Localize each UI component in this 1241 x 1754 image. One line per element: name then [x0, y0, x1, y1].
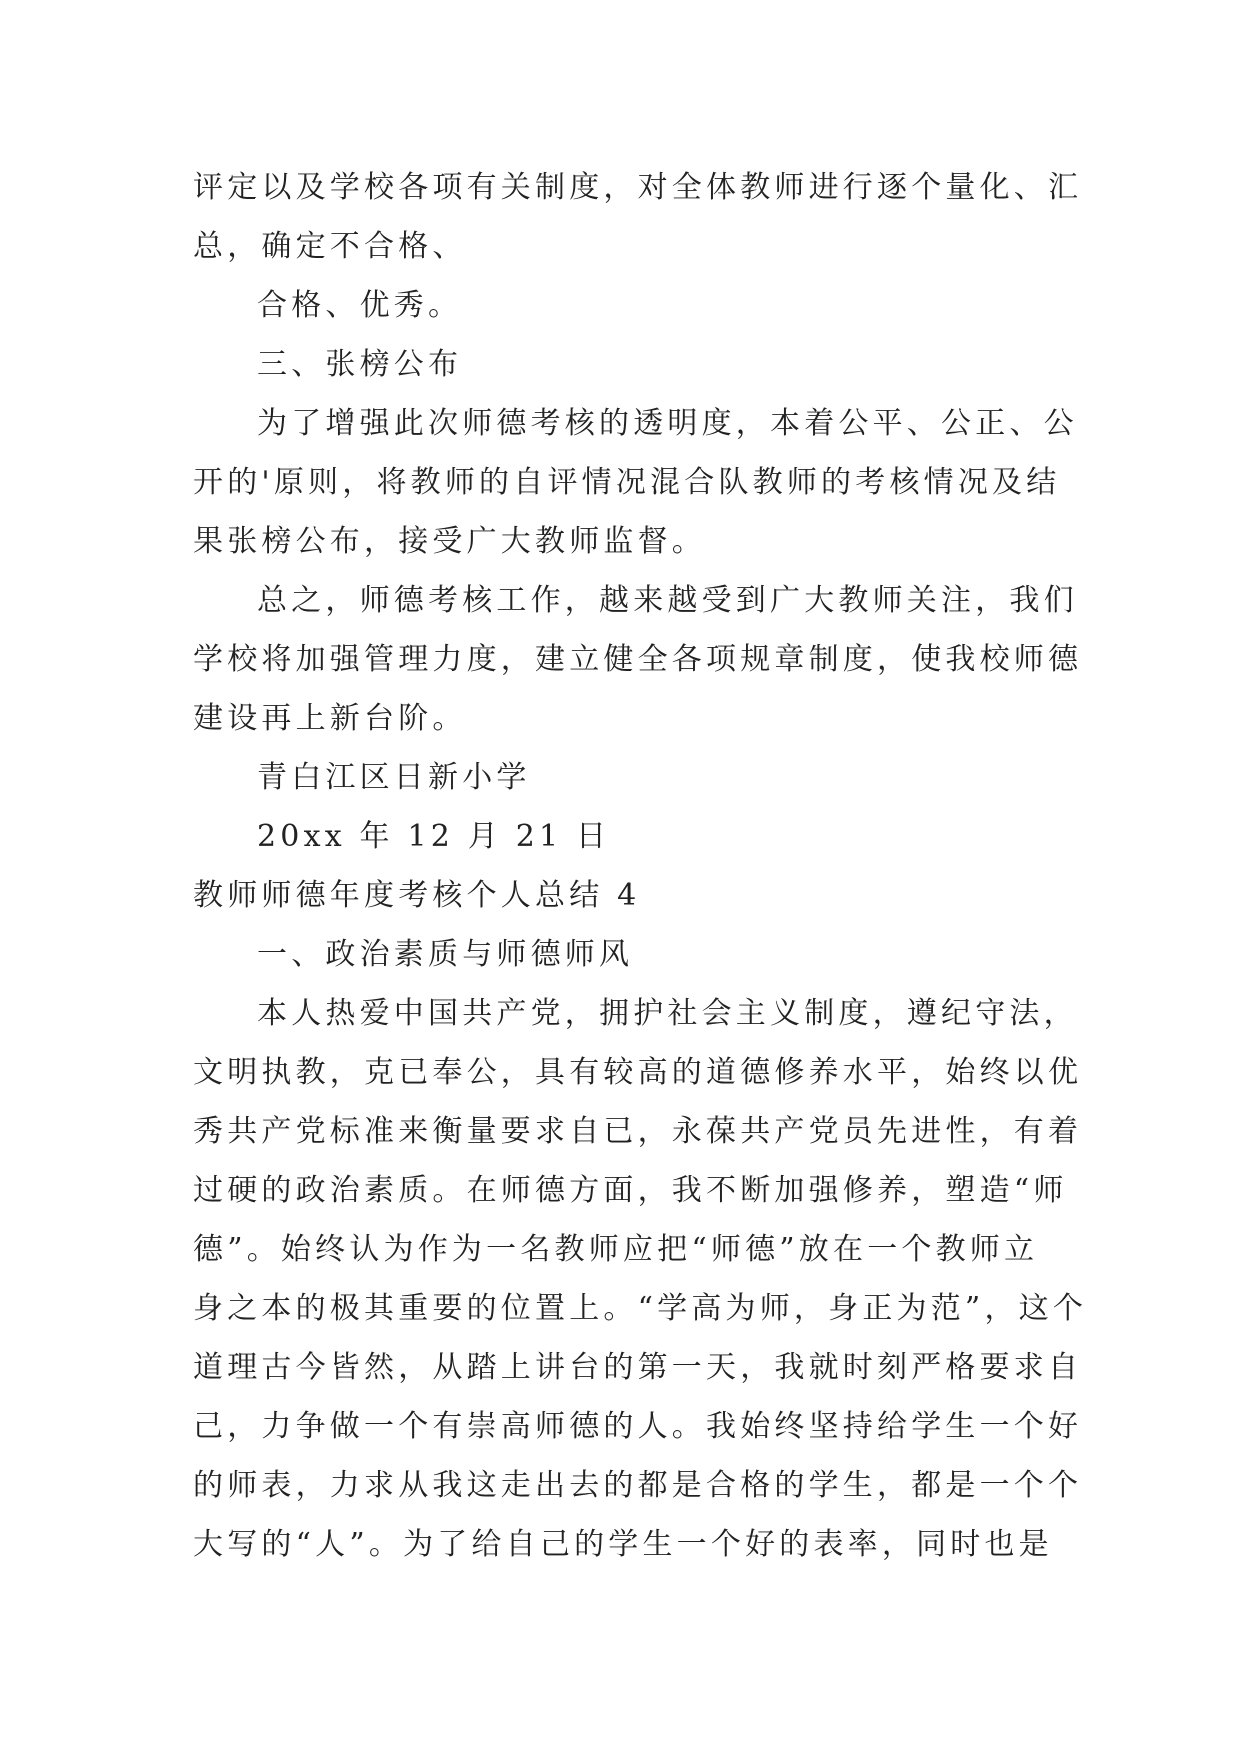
text-line: 一、政治素质与师德师风	[257, 937, 634, 972]
text-line: 开的'原则，将教师的自评情况混合队教师的考核情况及结	[193, 465, 1061, 500]
text-line: 20xx 年 12 月 21 日	[257, 819, 611, 854]
text-line: 建设再上新台阶。	[193, 701, 467, 736]
text-line: 为了增强此次师德考核的透明度，本着公平、公正、公	[257, 406, 1078, 441]
text-line: 总，确定不合格、	[193, 229, 467, 264]
text-line: 的师表，力求从我这走出去的都是合格的学生，都是一个个	[193, 1468, 1083, 1503]
text-line: 道理古今皆然，从踏上讲台的第一天，我就时刻严格要求自	[193, 1350, 1083, 1385]
text-line: 文明执教，克已奉公，具有较高的道德修养水平，始终以优	[193, 1055, 1083, 1090]
text-line: 大写的“人”。为了给自己的学生一个好的表率，同时也是	[193, 1527, 1053, 1562]
text-line: 学校将加强管理力度，建立健全各项规章制度，使我校师德	[193, 642, 1083, 677]
text-line: 三、张榜公布	[257, 347, 463, 382]
text-line: 秀共产党标准来衡量要求自已，永葆共产党员先进性，有着	[193, 1114, 1083, 1149]
document-body	[193, 158, 1088, 1574]
text-line: 合格、优秀。	[257, 288, 463, 323]
text-line: 身之本的极其重要的位置上。“学高为师，身正为范”，这个	[193, 1291, 1088, 1326]
text-line: 己，力争做一个有崇高师德的人。我始终坚持给学生一个好	[193, 1409, 1083, 1444]
text-line: 青白江区日新小学	[257, 760, 531, 795]
text-line: 总之，师德考核工作，越来越受到广大教师关注，我们	[257, 583, 1078, 618]
text-line: 过硬的政治素质。在师德方面，我不断加强修养，塑造“师	[193, 1173, 1068, 1208]
text-line: 德”。始终认为作为一名教师应把“师德”放在一个教师立	[193, 1232, 1039, 1267]
text-line: 评定以及学校各项有关制度，对全体教师进行逐个量化、汇	[193, 170, 1083, 205]
text-line: 教师师德年度考核个人总结 4	[193, 878, 641, 913]
text-line: 果张榜公布，接受广大教师监督。	[193, 524, 706, 559]
text-line: 本人热爱中国共产党，拥护社会主义制度，遵纪守法，	[257, 996, 1078, 1031]
